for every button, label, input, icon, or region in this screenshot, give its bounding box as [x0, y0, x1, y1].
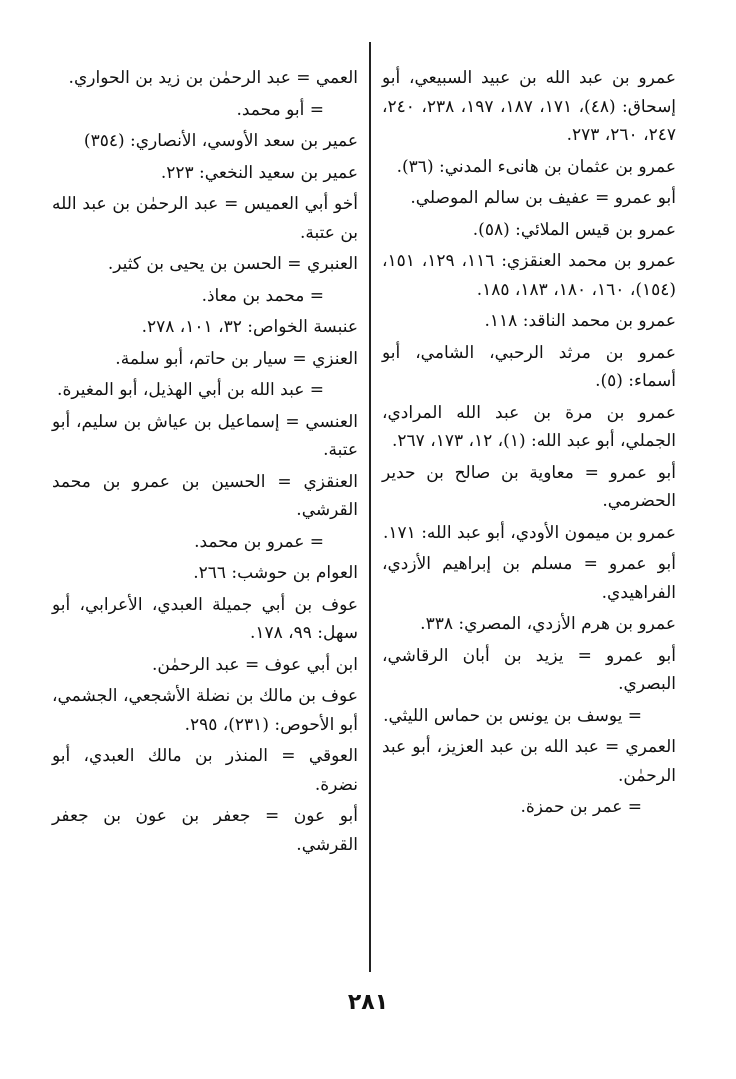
index-entry: = محمد بن معاذ.	[201, 285, 324, 306]
index-entry: عمير بن سعيد النخعي: ٢٢٣.	[160, 162, 358, 183]
index-entry: عمرو بن مرة بن عبد الله المرادي، الجملي، أبو عبد الله: (١)، ١٢، ١٧٣، ٢٦٧.	[382, 402, 676, 451]
index-entry: عمير بن سعد الأوسي، الأنصاري: (٣٥٤)	[83, 131, 358, 151]
index-entry: = عبد الله بن أبي الهذيل، أبو المغيرة.	[57, 380, 324, 400]
index-entry: عمرو بن هرم الأزدي، المصري: ٣٣٨.	[420, 614, 676, 634]
index-entry: العنزي = سيار بن حاتم، أبو سلمة.	[115, 348, 358, 369]
index-entry: = أبو محمد.	[236, 99, 324, 120]
page-number: ٢٨١	[347, 990, 389, 1015]
index-entry: = يوسف بن يونس بن حماس الليثي.	[383, 705, 642, 726]
index-entry: عنبسة الخواص: ٣٢، ١٠١، ٢٧٨.	[141, 317, 358, 337]
index-entry: العنسي = إسماعيل بن عياش بن سليم، أبو عتبة.	[52, 411, 358, 460]
index-entry: عمرو بن عبد الله بن عبيد السبيعي، أبو إسحاق: (٤٨)، ١٧١، ١٨٧، ١٩٧، ٢٣٨، ٢٤٠، ٢٤٧، ٢٦٠، ٢٧٣.	[382, 68, 677, 145]
index-entry: عمرو بن عثمان بن هانىء المدني: (٣٦).	[396, 156, 676, 177]
column-divider	[369, 42, 371, 972]
index-entry: العمي = عبد الرحمٰن بن زيد بن الحواري.	[68, 68, 358, 88]
index-entry: عمرو بن قيس الملائي: (٥٨).	[472, 219, 676, 240]
index-entry: العمري = عبد الله بن عبد العزيز، أبو عبد الرحمٰن.	[382, 737, 676, 786]
index-entry: = عمر بن حمزة.	[520, 797, 642, 817]
index-entry: عمرو بن مرثد الرحبي، الشامي، أبو أسماء: (٥).	[382, 342, 676, 391]
index-entry: أبو عمرو = مسلم بن إبراهيم الأزدي، الفراهيدي.	[382, 554, 676, 603]
index-entry: ابن أبي عوف = عبد الرحمٰن.	[152, 654, 358, 675]
index-entry: أبو عمرو = يزيد بن أبان الرقاشي، البصري.	[382, 645, 676, 694]
index-entry: عوف بن أبي جميلة العبدي، الأعرابي، أبو سهل: ٩٩، ١٧٨.	[52, 594, 358, 643]
index-entry: عمرو بن ميمون الأودي، أبو عبد الله: ١٧١.	[382, 522, 676, 543]
index-entry: العنقزي = الحسين بن عمرو بن محمد القرشي.	[52, 471, 358, 520]
left-index-column	[52, 64, 358, 862]
index-entry: العوام بن حوشب: ٢٦٦.	[193, 563, 358, 583]
index-entry: عمرو بن محمد الناقد: ١١٨.	[484, 311, 676, 331]
index-entry: عوف بن مالك بن نضلة الأشجعي، الجشمي، أبو الأحوص: (٢٣١)، ٢٩٥.	[52, 686, 358, 735]
index-entry: = عمرو بن محمد.	[194, 531, 324, 552]
index-entry: أخو أبي العميس = عبد الرحمٰن بن عبد الله بن عتبة.	[52, 194, 358, 243]
index-entry: العنبري = الحسن بن يحيى بن كثير.	[107, 254, 358, 274]
index-entry: العوقي = المنذر بن مالك العبدي، أبو نضرة.	[52, 746, 358, 795]
index-entry: عمرو بن محمد العنقزي: ١١٦، ١٢٩، ١٥١، (١٥٤)، ١٦٠، ١٨٠، ١٨٣، ١٨٥.	[382, 251, 677, 300]
index-entry: أبو عون = جعفر بن عون بن جعفر القرشي.	[52, 806, 358, 855]
index-entry: أبو عمرو = عفيف بن سالم الموصلي.	[410, 188, 676, 208]
right-index-column	[382, 64, 676, 825]
index-entry: أبو عمرو = معاوية بن صالح بن حدير الحضرمي.	[382, 462, 676, 511]
